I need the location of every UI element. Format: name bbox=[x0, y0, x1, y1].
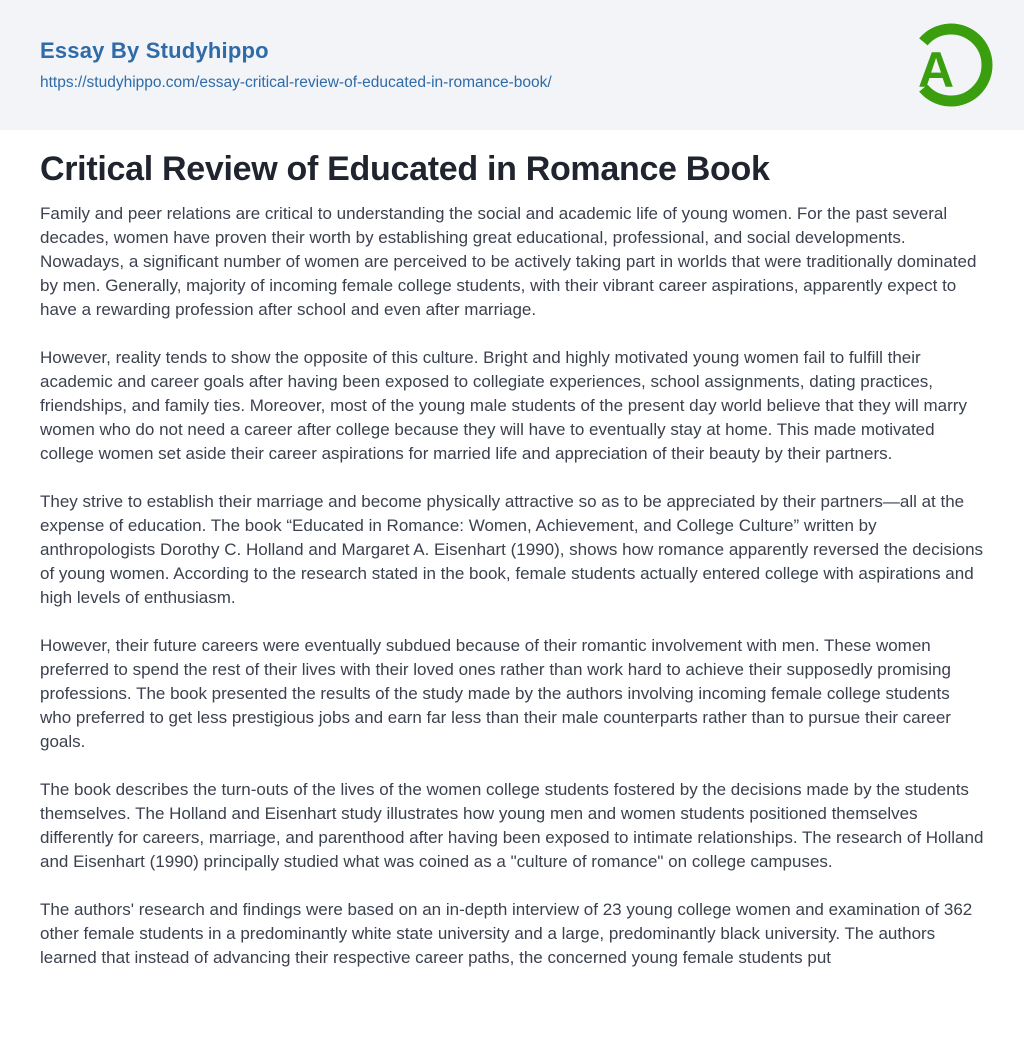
page-header bbox=[0, 0, 1024, 130]
essay-paragraph-6: The authors' research and findings were based on an in-depth interview of 23 young college women and examination of 362 other female students in a predominantly white state university and a large, predominantly black university. The authors learned that instead of advancing their respective career paths, the concerned young female students put bbox=[40, 899, 973, 967]
site-title: Essay By Studyhippo bbox=[40, 38, 269, 63]
header-text-block bbox=[40, 38, 552, 92]
essay-paragraph-2: However, reality tends to show the opposite of this culture. Bright and highly motivated young women fail to fulfill their academic and career goals after having been exposed to collegiate experiences, school assignments, dating practices, friendships, and family ties. Moreover, most of the young male students of the present day world believe that they will marry women who do not need a career after college because they will have to eventually stay at home. This made motivated college women set aside their career aspirations for married life and appreciation of their beauty by their partners. bbox=[40, 347, 967, 463]
essay-content bbox=[0, 130, 1024, 1000]
essay-paragraph-5: The book describes the turn-outs of the lives of the women college students fostered by the decisions made by the students themselves. The Holland and Eisenhart study illustrates how young men and women students positioned themselves differently for careers, marriage, and parenthood after having been exposed to intimate relationships. The research of Holland and Eisenhart (1990) principally studied what was coined as a "culture of romance" on college campuses. bbox=[40, 779, 984, 871]
essay-paragraph-1: Family and peer relations are critical to understanding the social and academic life of young women. For the past several decades, women have proven their worth by establishing great educational, professional, and social developments. Nowadays, a significant number of women are perceived to be actively taking part in worlds that were traditionally dominated by men. Generally, majority of incoming female college students, with their vibrant career aspirations, apparently expect to have a rewarding profession after school and even after marriage. bbox=[40, 203, 977, 319]
studyhippo-logo-icon bbox=[904, 18, 998, 112]
source-url-link[interactable]: https://studyhippo.com/essay-critical-review-of-educated-in-romance-book/ bbox=[40, 74, 552, 91]
logo-letter: A bbox=[917, 42, 955, 98]
essay-paragraph-4: However, their future careers were eventually subdued because of their romantic involvement with men. These women preferred to spend the rest of their lives with their loved ones rather than work hard to achieve their supposedly promising professions. The book presented the results of the study made by the authors involving incoming female college students who preferred to get less prestigious jobs and earn far less than their male counterparts rather than to pursue their career goals. bbox=[40, 635, 951, 751]
essay-paragraph-3: They strive to establish their marriage and become physically attractive so as to be appreciated by their partners—all at the expense of education. The book “Educated in Romance: Women, Achievement, and College Culture” written by anthropologists Dorothy C. Holland and Margaret A. Eisenhart (1990), shows how romance apparently reversed the decisions of young women. According to the research stated in the book, female students actually entered college with aspirations and high levels of enthusiasm. bbox=[40, 491, 984, 607]
essay-title: Critical Review of Educated in Romance Book bbox=[40, 150, 770, 188]
